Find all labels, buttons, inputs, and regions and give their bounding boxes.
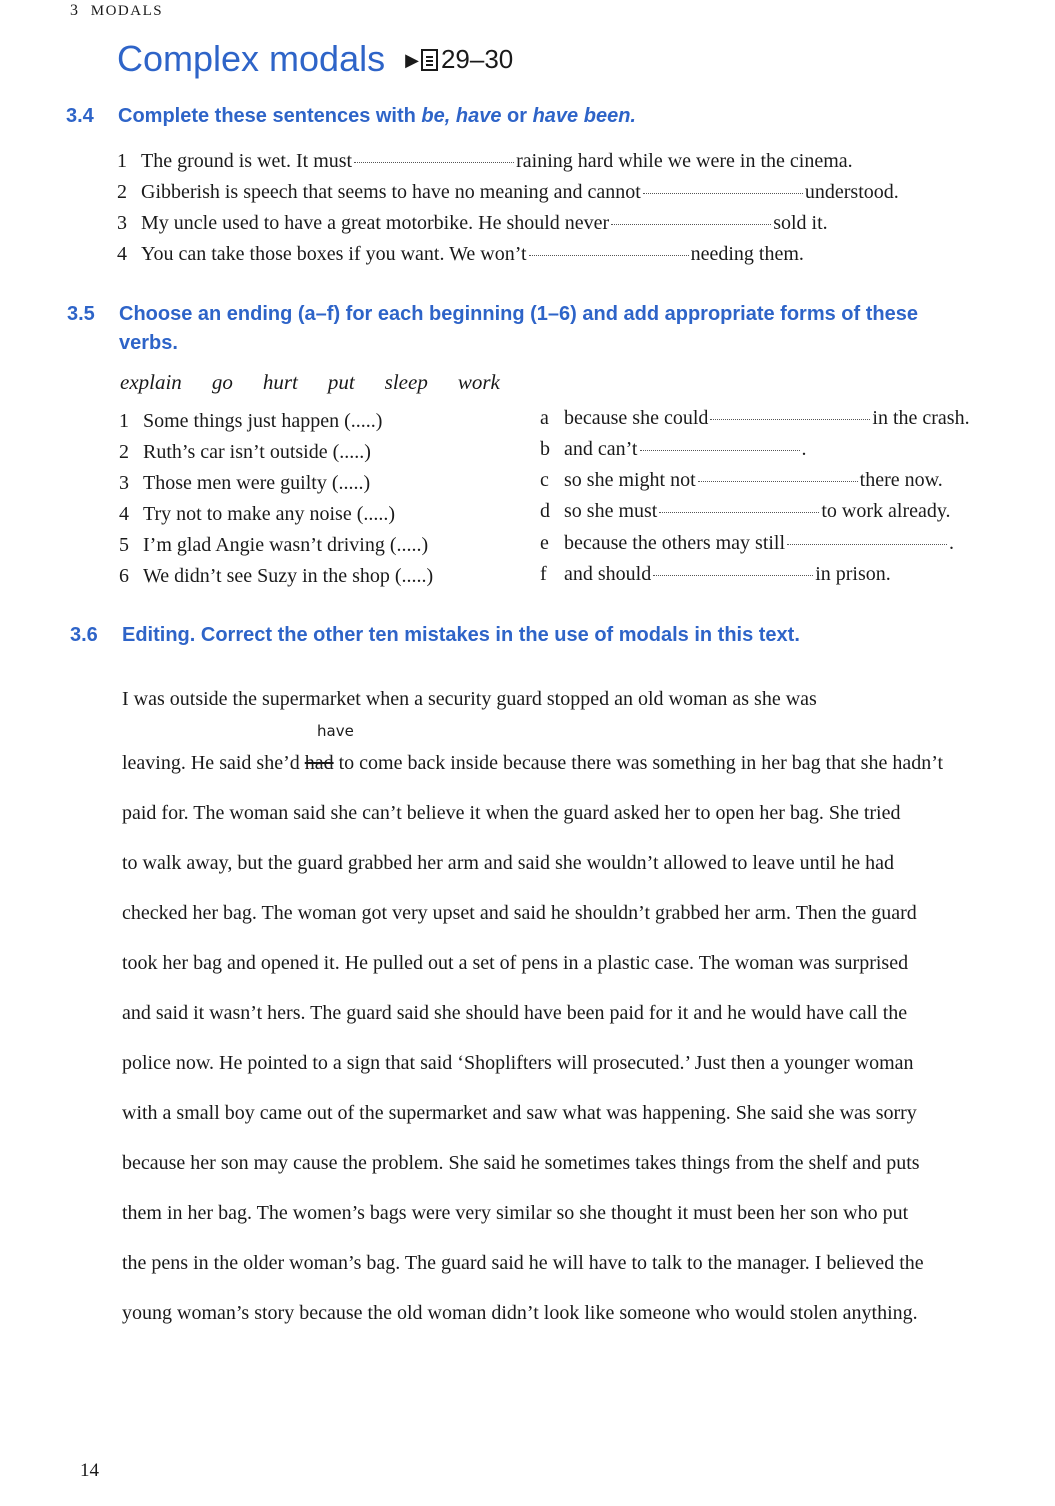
verb: put <box>327 370 355 394</box>
exercise-instruction: Editing. Correct the other ten mistakes in the use of modals in this text. <box>122 624 800 646</box>
exercise-3-4-heading <box>66 102 966 131</box>
answer-blank[interactable] <box>653 575 813 576</box>
handwritten-correction: have <box>317 722 354 740</box>
text-line-6: took her bag and opened it. He pulled out a set of pens in a plastic case. The woman was surprised <box>122 952 909 974</box>
page-title-text: Complex modals <box>117 38 386 79</box>
text-line-11: them in her bag. The women’s bags were very similar so she thought it must been her son who put <box>122 1202 909 1224</box>
ex34-item-3: 3 My uncle used to have a great motorbike. He should never sold it. <box>117 212 828 234</box>
text-line-9: with a small boy came out of the supermarket and saw what was happening. She said she was sorry <box>122 1102 917 1124</box>
verb: sleep <box>384 370 428 394</box>
beginning-1: 1 Some things just happen (.....) <box>119 410 383 432</box>
text-line-10: because her son may cause the problem. She said he sometimes takes things from the shelf and puts <box>122 1152 920 1174</box>
answer-blank[interactable] <box>643 193 803 194</box>
answer-blank[interactable] <box>659 512 819 513</box>
ex34-item-2: 2 Gibberish is speech that seems to have no meaning and cannot understood. <box>117 181 899 203</box>
answer-blank[interactable] <box>611 224 771 225</box>
ending-a: a because she could in the crash. <box>540 407 970 429</box>
ex34-item-1: 1 The ground is wet. It must raining hard while we were in the cinema. <box>117 150 853 172</box>
text-line-1: I was outside the supermarket when a security guard stopped an old woman as she was <box>122 688 817 710</box>
text-line-7: and said it wasn’t hers. The guard said she should have been paid for it and he would have call the <box>122 1002 908 1024</box>
exercise-instruction-line2: verbs. <box>119 332 178 354</box>
reference-pages: 29–30 <box>440 44 514 74</box>
verb: hurt <box>262 370 298 394</box>
chapter-name: MODALS <box>90 3 164 19</box>
answer-blank[interactable] <box>354 162 514 163</box>
beginning-3: 3 Those men were guilty (.....) <box>119 472 371 494</box>
ending-c: c so she might not there now. <box>540 469 943 491</box>
ending-f: f and should in prison. <box>540 563 891 585</box>
answer-blank[interactable] <box>529 255 689 256</box>
ex34-item-4: 4 You can take those boxes if you want. We won’t needing them. <box>117 243 804 265</box>
beginning-2: 2 Ruth’s car isn’t outside (.....) <box>119 441 371 463</box>
page-number: 14 <box>80 1460 99 1481</box>
exercise-3-6-heading <box>70 621 970 650</box>
verb: go <box>211 370 233 394</box>
exercise-instruction-line1: Choose an ending (a–f) for each beginning (1–6) and add appropriate forms of these <box>119 303 918 325</box>
answer-blank[interactable] <box>698 481 858 482</box>
page-title <box>117 38 513 80</box>
beginning-5: 5 I’m glad Angie wasn’t driving (.....) <box>119 534 429 556</box>
grammar-reference <box>405 44 513 74</box>
answer-blank[interactable] <box>640 450 800 451</box>
beginning-4: 4 Try not to make any noise (.....) <box>119 503 396 525</box>
chapter-number: 3 <box>70 2 79 19</box>
exercise-number: 3.6 <box>70 624 98 646</box>
verb: explain <box>120 370 182 394</box>
text-line-4: to walk away, but the guard grabbed her arm and said she wouldn’t allowed to leave until he had <box>122 852 894 874</box>
play-triangle-icon: ▶ <box>405 50 419 70</box>
text-line-12: the pens in the older woman’s bag. The guard said he will have to talk to the manager. I believed the <box>122 1252 924 1274</box>
document-icon <box>421 49 438 71</box>
exercise-instruction: Complete these sentences with be, have or have been. <box>118 105 636 127</box>
chapter-header <box>70 2 163 20</box>
text-line-2: leaving. He said she’d had to come back inside because there was something in her bag that she hadn’t <box>122 752 944 774</box>
answer-blank[interactable] <box>787 544 947 545</box>
ending-e: e because the others may still . <box>540 532 955 554</box>
text-line-5: checked her bag. The woman got very upset and said he shouldn’t grabbed her arm. Then the guard <box>122 902 917 924</box>
answer-blank[interactable] <box>710 419 870 420</box>
text-line-8: police now. He pointed to a sign that said ‘Shoplifters will prosecuted.’ Just then a younger woman <box>122 1052 914 1074</box>
exercise-3-5-heading <box>67 300 1027 360</box>
ending-d: d so she must to work already. <box>540 500 951 522</box>
exercise-number: 3.5 <box>67 303 95 325</box>
beginning-6: 6 We didn’t see Suzy in the shop (.....) <box>119 565 434 587</box>
exercise-number: 3.4 <box>66 105 94 127</box>
text-line-13: young woman’s story because the old woman didn’t look like someone who would stolen anything. <box>122 1302 918 1324</box>
verb-list <box>120 370 530 395</box>
text-line-3: paid for. The woman said she can’t believe it when the guard asked her to open her bag. She tried <box>122 802 901 824</box>
struck-word: had <box>304 752 334 774</box>
ending-b: b and can’t . <box>540 438 807 460</box>
verb: work <box>457 370 500 394</box>
